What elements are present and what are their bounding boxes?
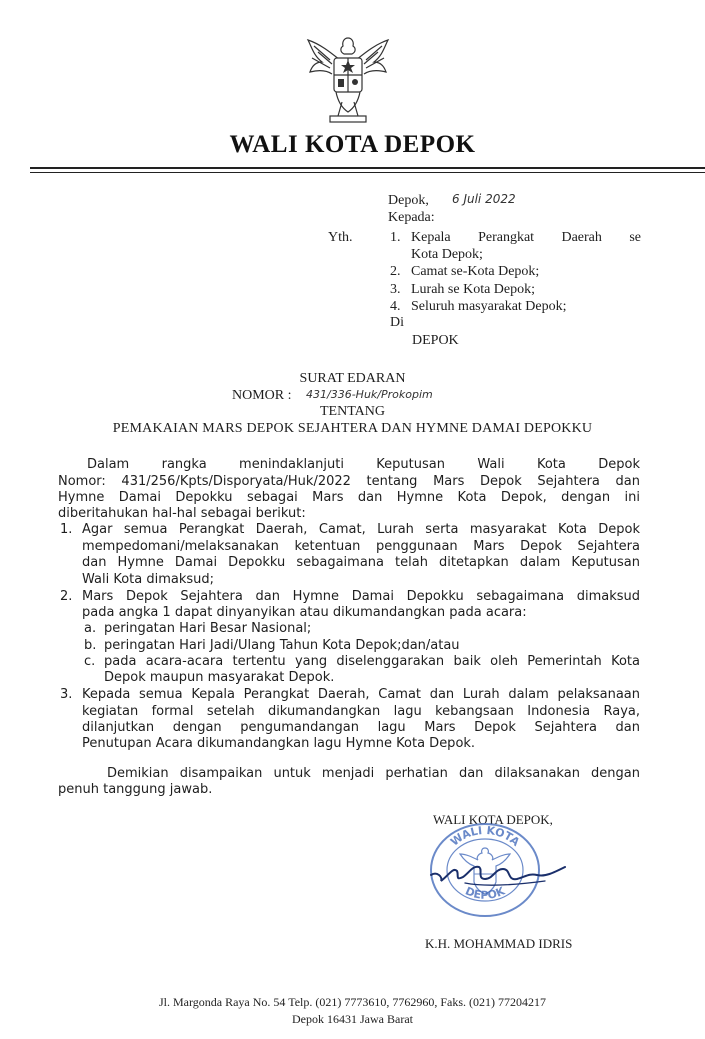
- intro-line: Hymne Damai Depokku sebagai Mars dan Hymne Kota Depok, dengan ini: [58, 490, 640, 505]
- sub-line: peringatan Hari Besar Nasional;: [104, 621, 312, 636]
- sub-letter: b.: [84, 638, 97, 653]
- intro-line: diberitahukan hal-hal sebagai berikut:: [58, 506, 306, 521]
- sub-line: pada acara-acara tertentu yang diselenggarakan baik oleh Pemerintah Kota: [104, 654, 640, 669]
- addressee-city: DEPOK: [412, 333, 459, 348]
- handwritten-signature-icon: [425, 845, 575, 895]
- point-line: dan Hymne Damai Depokku sebagaimana telah ditetapkan dalam Keputusan: [82, 555, 640, 570]
- intro-line: Nomor: 431/256/Kpts/Disporyata/Huk/2022 tentang Mars Depok Sejahtera dan: [58, 474, 640, 489]
- stamp-text-bottom: DEPOK: [463, 884, 507, 902]
- point-line: dilanjutkan dengan pengumandangan lagu Mars Depok Sejahtera dan: [82, 720, 640, 735]
- letterhead-title: WALI KOTA DEPOK: [229, 131, 476, 158]
- point-number: 2.: [60, 589, 73, 604]
- signatory-name: K.H. MOHAMMAD IDRIS: [425, 936, 573, 951]
- surat-edaran-title: SURAT EDARAN: [299, 371, 406, 386]
- addressee-item-text: Seluruh masyarakat Depok;: [411, 299, 567, 314]
- point-line: Penutupan Acara dikumandangkan lagu Hymne Kota Depok.: [82, 736, 476, 751]
- point-line: kegiatan formal setelah dikumandangkan lagu kebangsaan Indonesia Raya,: [82, 704, 640, 719]
- closing-line: Demikian disampaikan untuk menjadi perhatian dan dilaksanakan dengan: [107, 766, 640, 781]
- yth-label: Yth.: [328, 230, 353, 245]
- point-line: Wali Kota dimaksud;: [82, 572, 215, 587]
- addressee-item-num: 2.: [390, 264, 401, 279]
- nomor-handwritten: 431/336-Huk/Prokopim: [306, 388, 433, 401]
- point-line: Agar semua Perangkat Daerah, Camat, Lurah serta masyarakat Kota Depok: [82, 522, 640, 537]
- garuda-emblem-icon: [300, 30, 396, 126]
- sub-letter: c.: [84, 654, 96, 669]
- sub-line: peringatan Hari Jadi/Ulang Tahun Kota Depok;dan/atau: [104, 638, 460, 653]
- point-line: Mars Depok Sejahtera dan Hymne Damai Depokku sebagaimana dimaksud: [82, 589, 640, 604]
- addressee-item-text: Camat se-Kota Depok;: [411, 264, 540, 279]
- sub-letter: a.: [84, 621, 97, 636]
- addressee-item-num: 4.: [390, 299, 401, 314]
- date-place: Depok,: [388, 193, 429, 208]
- handwritten-date: 6 Juli 2022: [452, 192, 516, 206]
- sub-line: Depok maupun masyarakat Depok.: [104, 670, 335, 685]
- header-rule-thick: [30, 167, 705, 169]
- point-number: 3.: [60, 687, 73, 702]
- closing-line: penuh tanggung jawab.: [58, 782, 213, 797]
- point-line: Kepada semua Kepala Perangkat Daerah, Camat dan Lurah dalam pelaksanaan: [82, 687, 640, 702]
- addressee-item-num: 3.: [390, 282, 401, 297]
- point-line: pada angka 1 dapat dinyanyikan atau dikumandangkan pada acara:: [82, 605, 527, 620]
- point-number: 1.: [60, 522, 73, 537]
- addressee-item-text: Kepala Perangkat Daerah se: [411, 230, 641, 245]
- addressee-item-num: 1.: [390, 230, 401, 245]
- stamp-text-top: WALI KOTA: [448, 823, 523, 849]
- addressee-item-text: Kota Depok;: [411, 247, 483, 262]
- header-rule-thin: [30, 172, 705, 173]
- kepada-label: Kepada:: [388, 210, 435, 225]
- subject-title: PEMAKAIAN MARS DEPOK SEJAHTERA DAN HYMNE DAMAI DEPOKKU: [112, 421, 593, 436]
- addressee-item-text: Lurah se Kota Depok;: [411, 282, 536, 297]
- signatory-title: WALI KOTA DEPOK,: [433, 812, 553, 827]
- tentang-label: TENTANG: [320, 404, 385, 419]
- di-label: Di: [390, 315, 404, 330]
- intro-line: Dalam rangka menindaklanjuti Keputusan Wali Kota Depok: [87, 457, 640, 472]
- footer-city: Depok 16431 Jawa Barat: [292, 1012, 413, 1026]
- nomor-label: NOMOR :: [232, 388, 292, 403]
- footer-address: Jl. Margonda Raya No. 54 Telp. (021) 7773610, 7762960, Faks. (021) 77204217: [158, 995, 547, 1009]
- point-line: mempedomani/melaksanakan ketentuan penggunaan Mars Depok Sejahtera: [82, 539, 640, 554]
